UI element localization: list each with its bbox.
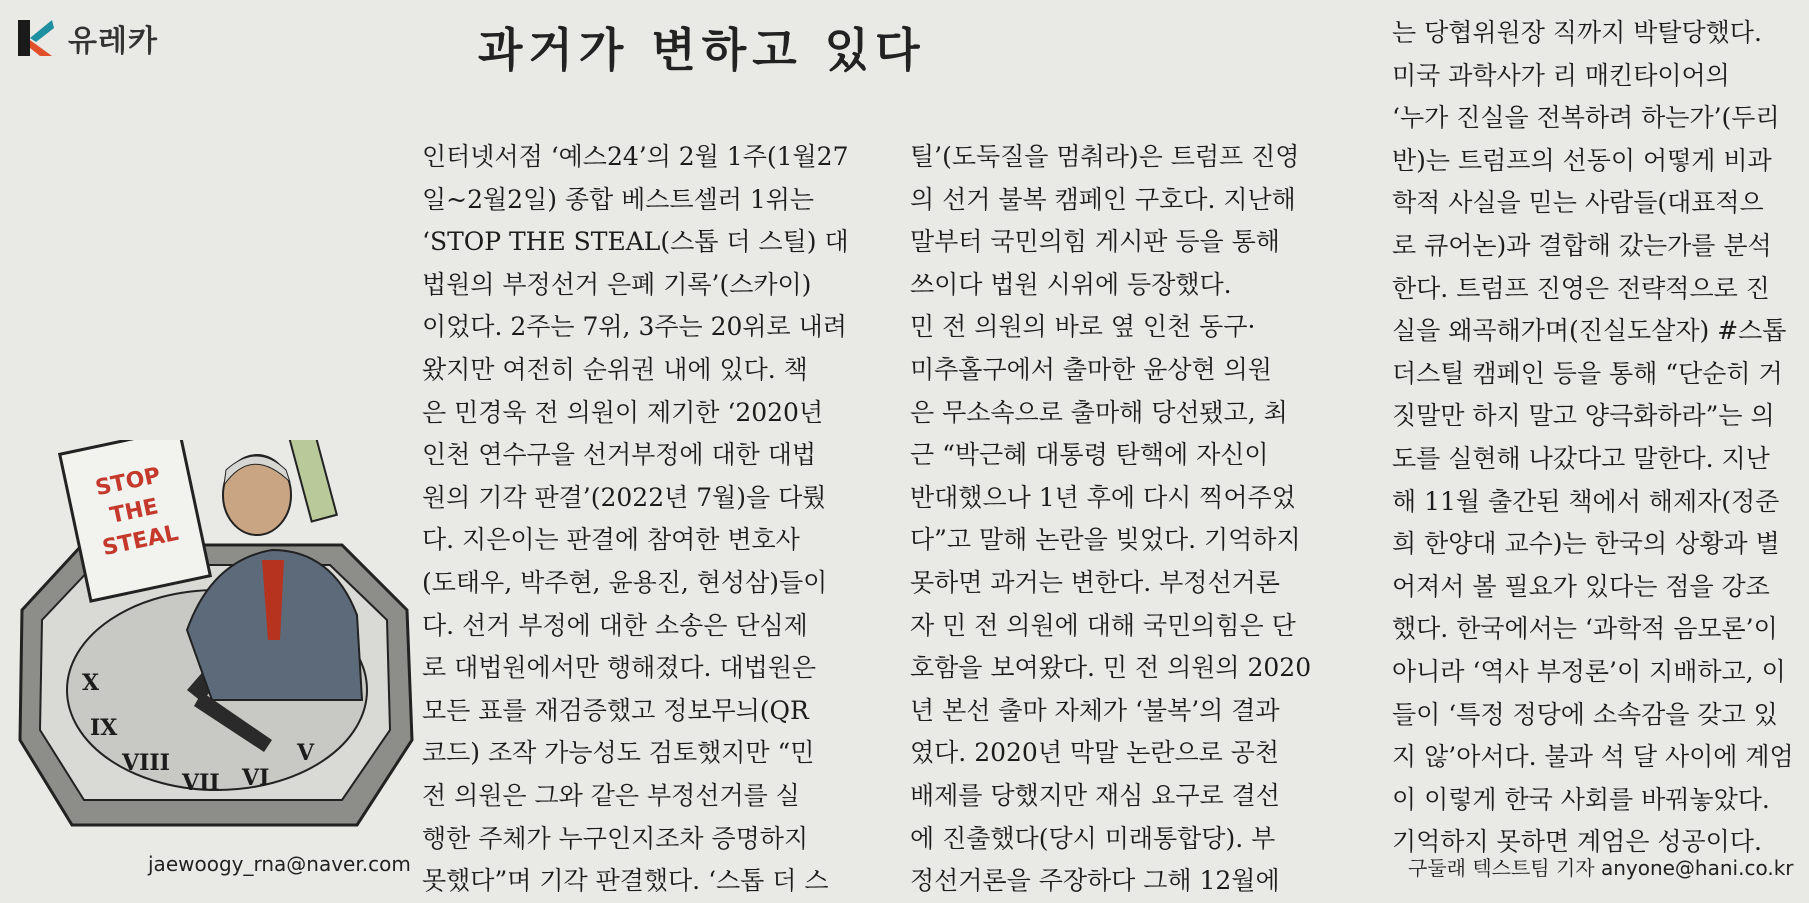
svg-text:VIII: VIII xyxy=(122,750,170,776)
text-line: 자 민 전 의원에 대해 국민의힘은 단 xyxy=(910,610,1296,640)
text-line: 에 진출했다(당시 미래통합당). 부 xyxy=(910,823,1276,853)
text-line: 인터넷서점 ‘예스24’의 2월 1주(1월27 xyxy=(422,142,849,171)
text-line: 한다. 트럼프 진영은 전략적으로 진 xyxy=(1392,273,1770,303)
text-line: 로 대법원에서만 행해졌다. 대법원은 xyxy=(422,653,817,683)
headline: 과거가 변하고 있다 xyxy=(478,23,926,77)
sign-line: THE xyxy=(107,494,161,529)
text-line: 더스틸 캠페인 등을 통해 “단순히 거 xyxy=(1392,358,1783,388)
text-line: 짓말만 하지 말고 양극화하라”는 의 xyxy=(1392,401,1775,431)
text-line: 다. 선거 부정에 대한 소송은 단심제 xyxy=(422,610,808,640)
text-line: 미국 과학사가 리 매킨타이어의 xyxy=(1392,60,1730,90)
text-line: 아니라 ‘역사 부정론’이 지배하고, 이 xyxy=(1392,656,1786,686)
text-line: 전 의원은 그와 같은 부정선거를 실 xyxy=(422,780,800,810)
text-line: 다”고 말해 논란을 빚었다. 기억하지 xyxy=(910,525,1301,555)
text-line: 해 11월 출간된 책에서 해제자(정준 xyxy=(1392,486,1780,516)
text-line: 년 본선 출마 자체가 ‘불복’의 결과 xyxy=(910,695,1280,725)
text-line: 반대했으나 1년 후에 다시 찍어주었 xyxy=(910,482,1296,512)
text-line: 어져서 볼 필요가 있다는 점을 강조 xyxy=(1392,571,1770,601)
text-line: 일~2월2일) 종합 베스트셀러 1위는 xyxy=(422,184,815,214)
text-line: 모든 표를 재검증했고 정보무늬(QR xyxy=(422,695,809,725)
sign-line: STEAL xyxy=(100,520,181,562)
text-line: 들이 ‘특정 정당에 소속감을 갖고 있 xyxy=(1392,699,1778,729)
text-line: 이었다. 2주는 7위, 3주는 20위로 내려 xyxy=(422,312,847,342)
sign-line: STOP xyxy=(93,463,163,502)
brand-name: 유레카 xyxy=(68,24,158,59)
text-line: 은 무소속으로 출마해 당선됐고, 최 xyxy=(910,397,1288,427)
text-line: 쓰이다 법원 시위에 등장했다. xyxy=(910,269,1232,299)
text-line: 행한 주체가 누구인지조차 증명하지 xyxy=(422,823,809,853)
text-line: 민 전 의원의 바로 옆 인천 동구· xyxy=(910,312,1256,342)
illustration-clock-sign xyxy=(12,440,422,860)
text-line: 말부터 국민의힘 게시판 등을 통해 xyxy=(910,227,1280,257)
svg-text:X: X xyxy=(82,670,100,696)
text-line: 반)는 트럼프의 선동이 어떻게 비과 xyxy=(1392,145,1772,175)
text-line: 틸’(도둑질을 멈춰라)은 트럼프 진영 xyxy=(910,142,1300,171)
text-line: 왔지만 여전히 순위권 내에 있다. 책 xyxy=(422,354,808,384)
text-line: 의 선거 불복 캠페인 구호다. 지난해 xyxy=(910,184,1296,214)
svg-text:IX: IX xyxy=(90,715,118,741)
text-line: (도태우, 박주현, 윤용진, 현성삼)들이 xyxy=(422,567,828,597)
text-line: 실을 왜곡해가며(진실도살자) #스톱 xyxy=(1392,316,1787,346)
text-line: 못하면 과거는 변한다. 부정선거론 xyxy=(910,567,1280,597)
text-line: 배제를 당했지만 재심 요구로 결선 xyxy=(910,780,1280,810)
text-line: 희 한양대 교수)는 한국의 상황과 별 xyxy=(1392,529,1780,559)
text-line: 지 않’아서다. 불과 석 달 사이에 계엄 xyxy=(1392,742,1794,772)
text-line: 했다. 한국에서는 ‘과학적 음모론’이 xyxy=(1392,614,1778,644)
text-line: 은 민경욱 전 의원이 제기한 ‘2020년 xyxy=(422,397,824,427)
text-line: 학적 사실을 믿는 사람들(대표적으 xyxy=(1392,188,1764,218)
article-column-1 xyxy=(422,136,892,903)
text-line: 원의 기각 판결’(2022년 7월)을 다뤘 xyxy=(422,482,827,512)
illustrator-credit: jaewoogy_rna@naver.com xyxy=(148,852,411,876)
text-line: 인천 연수구을 선거부정에 대한 대법 xyxy=(422,440,817,470)
brand-logo xyxy=(14,14,158,62)
brand-k-icon xyxy=(14,16,58,60)
text-line: 기억하지 못하면 계엄은 성공이다. xyxy=(1392,827,1762,857)
text-line: 정선거론을 주장하다 그해 12월에 xyxy=(910,866,1280,896)
text-line: 는 당협위원장 직까지 박탈당했다. xyxy=(1392,18,1762,47)
article-column-2 xyxy=(910,136,1310,903)
svg-text:V: V xyxy=(297,740,315,766)
article-column-3 xyxy=(1392,12,1797,864)
text-line: 호함을 보여왔다. 민 전 의원의 2020 xyxy=(910,653,1312,683)
text-line: 로 큐어논)과 결합해 갔는가를 분석 xyxy=(1392,230,1772,260)
text-line: 못했다”며 기각 판결했다. ‘스톱 더 스 xyxy=(422,866,829,896)
text-line: 법원의 부정선거 은폐 기록’(스카이) xyxy=(422,269,812,299)
text-line: 였다. 2020년 막말 논란으로 공천 xyxy=(910,738,1280,768)
text-line: 다. 지은이는 판결에 참여한 변호사 xyxy=(422,525,800,555)
text-line: 도를 실현해 나갔다고 말한다. 지난 xyxy=(1392,443,1770,473)
svg-text:VII: VII xyxy=(182,770,220,796)
text-line: 이 이렇게 한국 사회를 바꿔놓았다. xyxy=(1392,784,1770,814)
text-line: 미추홀구에서 출마한 윤상현 의원 xyxy=(910,354,1272,384)
text-line: 근 “박근혜 대통령 탄핵에 자신이 xyxy=(910,440,1269,470)
svg-text:VI: VI xyxy=(242,765,270,791)
text-line: 코드) 조작 가능성도 검토했지만 “민 xyxy=(422,738,815,768)
text-line: ‘누가 진실을 전복하려 하는가’(두리 xyxy=(1392,103,1780,133)
text-line: ‘STOP THE STEAL(스톱 더 스틸) 대 xyxy=(422,227,849,257)
byline: 구둘래 텍스트팀 기자 anyone@hani.co.kr xyxy=(1408,856,1794,880)
